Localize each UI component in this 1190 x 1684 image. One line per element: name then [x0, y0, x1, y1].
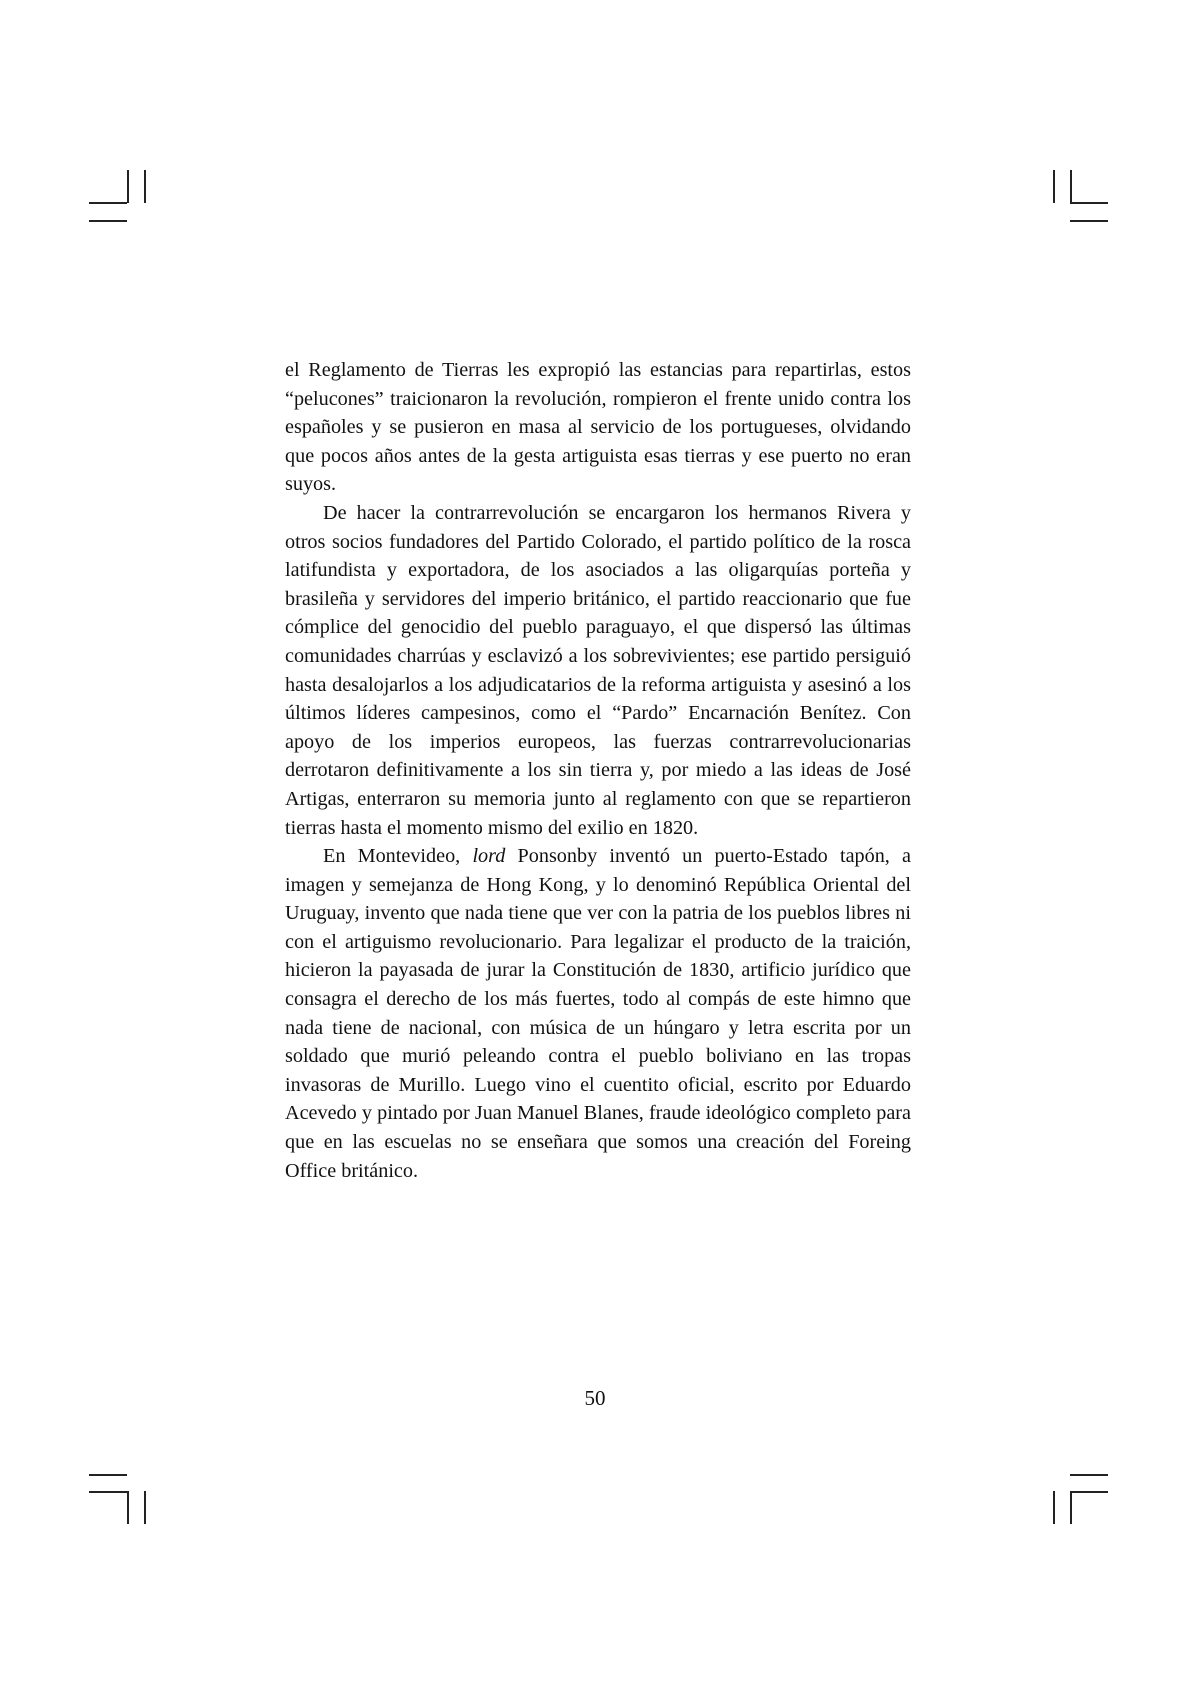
crop-mark — [1070, 202, 1108, 204]
paragraph — [285, 499, 911, 842]
crop-mark — [1070, 1491, 1108, 1493]
body-text — [285, 356, 911, 1185]
crop-mark — [1070, 170, 1072, 203]
crop-mark — [144, 1491, 146, 1524]
crop-mark — [89, 220, 127, 222]
paragraph-text: Ponsonby inventó un puerto-Estado tapón, a imagen y semejanza de Hong Kong, y lo denominó República Oriental del Uruguay, invento que nada tiene que ver con la patria de los pueblos libres ni con el artiguismo revolucionario. Para legalizar el producto de la traición, hicieron la payasada de jurar la Constitución de 1830, artificio jurídico que consagra el derecho de los más fuertes, todo al compás de este himno que nada tiene de nacional, con música de un húngaro y letra escrita por un soldado que murió peleando contra el pueblo boliviano en las tropas invasoras de Murillo. Luego vino el cuentito oficial, escrito por Eduardo Acevedo y pintado por Juan Manuel Blanes, fraude ideológico completo para que en las escuelas no se enseñara que somos una creación del Foreing Office británico. — [285, 845, 912, 1182]
paragraph-text: En Montevideo, — [323, 845, 473, 868]
crop-mark — [127, 170, 129, 203]
paragraph — [285, 356, 911, 499]
crop-mark — [1070, 1474, 1108, 1476]
italic-text: lord — [472, 845, 506, 868]
crop-mark — [1070, 1491, 1072, 1524]
crop-mark — [144, 170, 146, 203]
crop-mark — [1053, 170, 1055, 203]
paragraph — [285, 842, 911, 1185]
crop-mark — [1070, 220, 1108, 222]
crop-mark — [89, 1474, 127, 1476]
page-number: 50 — [584, 1386, 606, 1410]
paragraph-text: el Reglamento de Tierras les expropió las estancias para repartirlas, estos “pelucones” traicionaron la revolución, rompieron el frente unido contra los españoles y se pusieron en masa al servicio de los portugueses, olvidando que pocos años antes de la gesta artiguista esas tierras y ese puerto no eran suyos. — [285, 359, 911, 496]
crop-mark — [89, 202, 127, 204]
crop-mark — [89, 1491, 127, 1493]
crop-mark — [127, 1491, 129, 1524]
crop-mark — [1053, 1491, 1055, 1524]
paragraph-text: De hacer la contrarrevolución se encargaron los hermanos Rivera y otros socios fundadores del Partido Colorado, el partido político de la rosca latifundista y exportadora, de los asociados a las oligarquías porteña y brasileña y servidores del imperio británico, el partido reaccionario que fue cómplice del genocidio del pueblo paraguayo, el que dispersó las últimas comunidades charrúas y esclavizó a los sobrevivientes; ese partido persiguió hasta desalojarlos a los adjudicatarios de la reforma artiguista y asesinó a los últimos líderes campesinos, como el “Pardo” Encarnación Benítez. Con apoyo de los imperios europeos, las fuerzas contrarrevolucionarias derrotaron definitivamente a los sin tierra y, por miedo a las ideas de José Artigas, enterraron su memoria junto al reglamento con que se repartieron tierras hasta el momento mismo del exilio en 1820. — [285, 501, 911, 839]
